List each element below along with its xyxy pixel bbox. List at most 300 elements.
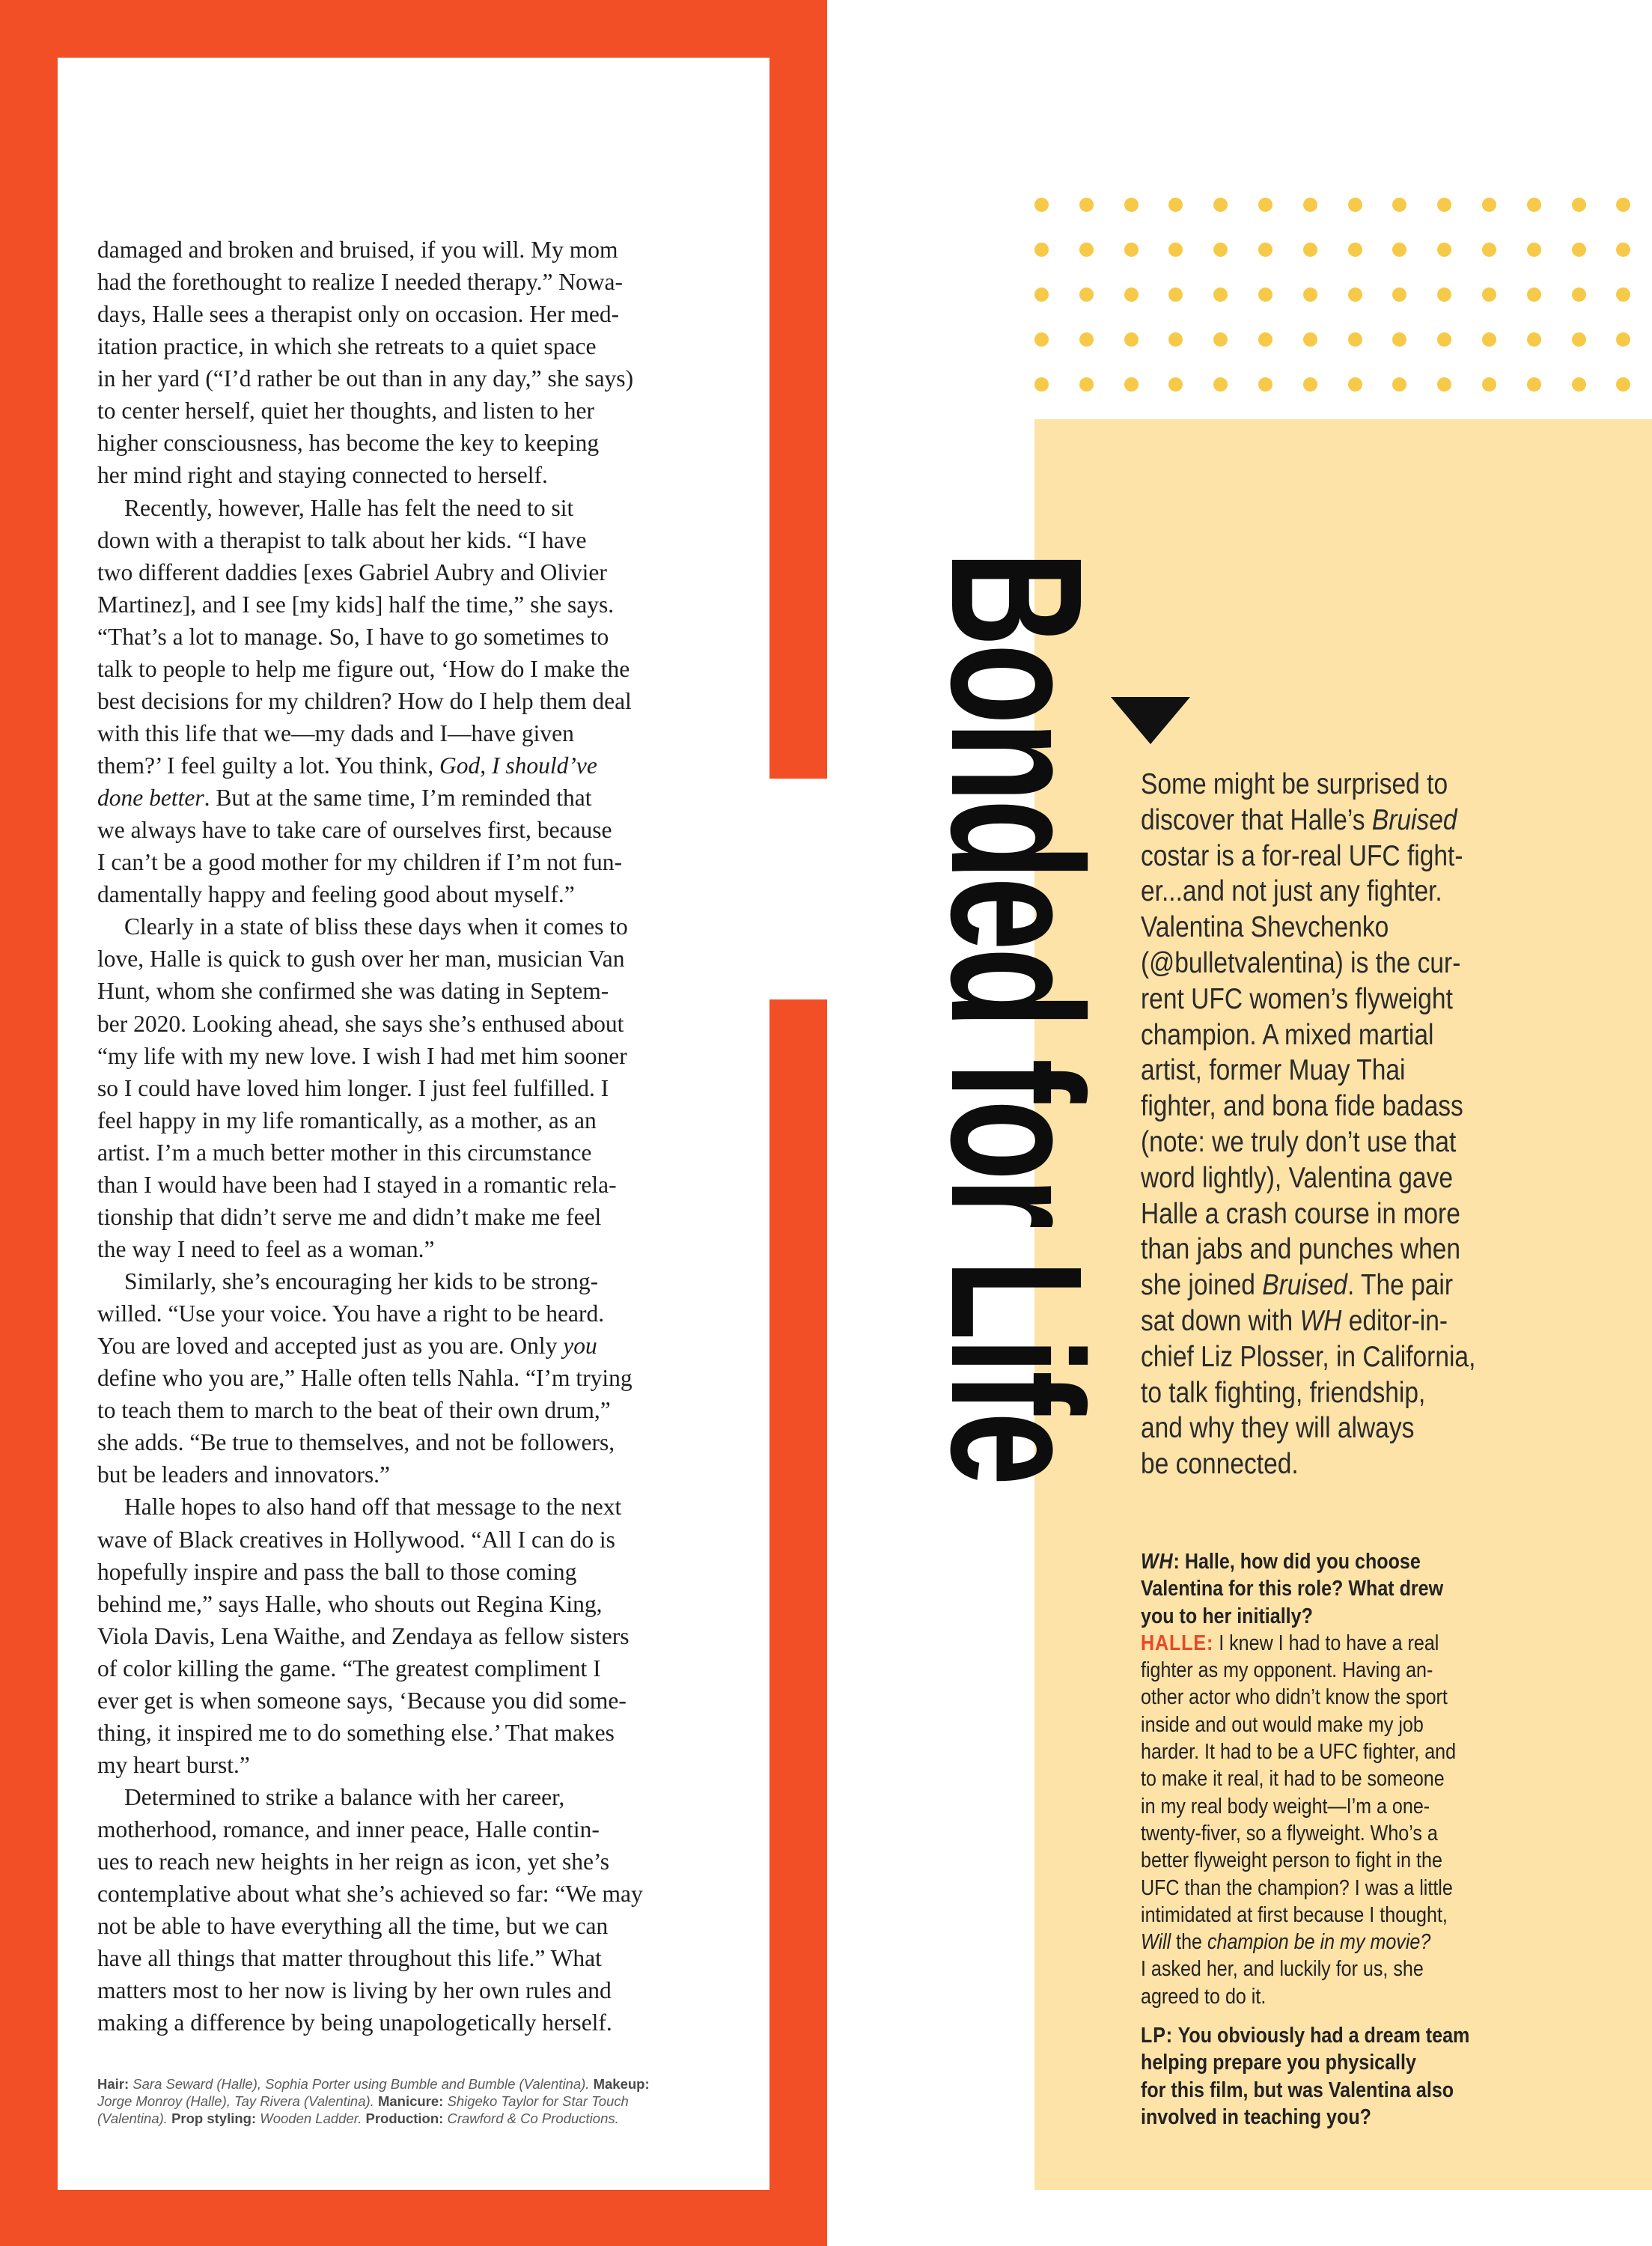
dot	[1392, 332, 1406, 347]
dot	[1303, 198, 1317, 212]
text-line	[97, 1362, 741, 1394]
text-line	[1141, 1339, 1502, 1375]
text-line	[1141, 910, 1502, 946]
dot	[1213, 377, 1228, 392]
text-run: in my real body weight—I’m a one-	[1141, 1794, 1430, 1819]
text-line	[97, 1072, 741, 1104]
text-line	[97, 234, 741, 266]
text-line	[97, 1458, 741, 1491]
text-line	[1141, 1232, 1502, 1267]
text-run: Valentina for this role? What drew	[1141, 1577, 1444, 1601]
text-run: days, Halle sees a therapist only on occasion. Her med-	[97, 301, 620, 328]
text-line	[97, 1524, 741, 1556]
dot	[1034, 332, 1049, 347]
text-run: inside and out would make my job	[1141, 1712, 1424, 1737]
text-line	[97, 621, 741, 653]
text-line	[97, 1169, 741, 1201]
text-run: be connected.	[1141, 1448, 1299, 1481]
text-line	[1141, 982, 1502, 1017]
dot	[1437, 198, 1451, 212]
text-run: sat down with	[1141, 1304, 1300, 1337]
text-run: feel happy in my life romantically, as a mother, as an	[97, 1107, 597, 1133]
text-run: Hunt, whom she confirmed she was dating in Septem-	[97, 978, 609, 1005]
text-run: to talk fighting, friendship,	[1141, 1376, 1426, 1409]
dot	[1348, 287, 1362, 302]
text-run: tionship that didn’t serve me and didn’t make me feel	[97, 1203, 602, 1230]
text-run: Bruised	[1371, 803, 1457, 836]
text-run: behind me,” says Halle, who shouts out Regina King,	[97, 1590, 603, 1617]
dot	[1392, 243, 1406, 257]
text-line	[97, 1330, 741, 1362]
text-run: WH	[1299, 1304, 1342, 1337]
text-run: fighter, and bona fide badass	[1141, 1090, 1463, 1123]
text-run: them?’ I feel guilty a lot. You think,	[97, 752, 439, 779]
sidebar-intro	[1141, 767, 1560, 1482]
dot	[1392, 287, 1406, 302]
speaker-label: WH	[1141, 1550, 1174, 1574]
dot-pattern	[1033, 196, 1647, 391]
text-run: two different daddies [exes Gabriel Aubry and Olivier	[97, 559, 607, 585]
dot	[1168, 287, 1183, 302]
text-line	[1141, 803, 1502, 839]
dot	[1213, 332, 1228, 347]
text-run: You obviously had a dream team	[1173, 2024, 1470, 2048]
dot	[1616, 377, 1630, 392]
text-line	[97, 1717, 741, 1749]
text-line	[97, 1394, 741, 1426]
text-line	[1141, 1603, 1510, 1630]
text-run: Recently, however, Halle has felt the need to sit	[124, 494, 574, 521]
text-line	[97, 1684, 741, 1717]
dot	[1079, 243, 1094, 257]
dot	[1124, 377, 1139, 392]
dot	[1616, 198, 1630, 212]
dot	[1482, 332, 1496, 347]
text-run: motherhood, romance, and inner peace, Halle contin-	[97, 1816, 600, 1843]
text-line	[97, 2075, 741, 2093]
dot	[1527, 332, 1541, 347]
text-line	[97, 1781, 741, 1813]
text-run: rent UFC women’s flyweight	[1141, 982, 1453, 1015]
text-line	[97, 2093, 741, 2110]
text-line	[97, 1104, 741, 1136]
speaker-label: LP:	[1141, 2024, 1174, 2048]
text-run: I asked her, and luckily for us, she	[1141, 1957, 1424, 1982]
text-run: fighter as my opponent. Having an-	[1141, 1658, 1433, 1683]
text-line	[1141, 1267, 1502, 1303]
text-line	[97, 1201, 741, 1233]
dot	[1572, 243, 1586, 257]
text-line	[97, 1265, 741, 1297]
text-line	[1141, 1956, 1510, 1982]
text-run: Valentina Shevchenko	[1141, 911, 1389, 944]
text-line	[97, 749, 741, 782]
text-line	[97, 1008, 741, 1040]
dot	[1258, 332, 1272, 347]
text-run: better flyweight person to fight in the	[1141, 1848, 1442, 1873]
text-run: champion be in my movie?	[1207, 1930, 1431, 1955]
text-line	[1141, 1446, 1502, 1482]
dot	[1348, 243, 1362, 257]
dot	[1034, 198, 1049, 212]
dot	[1258, 377, 1272, 392]
text-line	[1141, 1847, 1510, 1874]
text-run: You are loved and accepted just as you are. Only	[97, 1333, 564, 1360]
dot	[1572, 332, 1586, 347]
text-line	[1141, 1548, 1510, 1575]
text-line	[1141, 2104, 1510, 2131]
text-line	[1141, 1160, 1502, 1196]
text-run: down with a therapist to talk about her kids. “I have	[97, 526, 587, 553]
text-line	[1141, 1711, 1510, 1738]
text-line	[97, 1588, 741, 1620]
text-run: editor-in-	[1341, 1304, 1448, 1337]
text-run: making a difference by being unapologetically herself.	[97, 2009, 612, 2036]
text-run: to make it real, it had to be someone	[1141, 1767, 1445, 1792]
dot	[1527, 198, 1541, 212]
text-run: my heart burst.”	[97, 1751, 250, 1778]
text-line	[1141, 1303, 1502, 1339]
text-line	[97, 492, 741, 524]
text-line	[97, 1040, 741, 1072]
dot	[1527, 243, 1541, 257]
text-run: intimidated at first because I thought,	[1141, 1902, 1448, 1927]
text-line	[97, 1845, 741, 1878]
dot	[1034, 287, 1049, 302]
dot	[1168, 377, 1183, 392]
text-run: Production:	[365, 2110, 448, 2126]
text-line	[97, 910, 741, 943]
text-run: Makeup:	[593, 2076, 650, 2092]
spacer	[1141, 2010, 1560, 2022]
text-run: the way I need to feel as a woman.”	[97, 1235, 435, 1262]
text-line	[1141, 874, 1502, 910]
text-line	[97, 1233, 741, 1265]
text-run: Prop styling:	[171, 2110, 260, 2126]
text-run: to teach them to march to the beat of their own drum,”	[97, 1397, 611, 1424]
text-run: word lightly), Valentina gave	[1141, 1161, 1453, 1194]
text-run: she adds. “Be true to themselves, and not be followers,	[97, 1429, 615, 1456]
text-line	[97, 524, 741, 556]
dot	[1482, 198, 1496, 212]
text-line	[97, 1491, 741, 1523]
dot	[1616, 287, 1630, 302]
text-line	[97, 1136, 741, 1169]
text-run: Halle a crash course in more	[1141, 1197, 1460, 1230]
text-run: er...and not just any fighter.	[1141, 875, 1442, 908]
text-run: Crawford & Co Productions.	[447, 2110, 619, 2126]
text-line	[97, 2110, 741, 2127]
text-run: Halle hopes to also hand off that message to the next	[124, 1494, 622, 1521]
text-line	[1141, 1875, 1510, 1902]
text-run: done better	[97, 785, 204, 812]
dot	[1527, 377, 1541, 392]
text-line	[1141, 1575, 1510, 1602]
text-run: you	[563, 1333, 597, 1360]
text-run: than I would have been had I stayed in a romantic rela-	[97, 1171, 617, 1198]
text-line	[97, 266, 741, 298]
dot	[1213, 287, 1228, 302]
dot	[1437, 287, 1451, 302]
text-run: Determined to strike a balance with her career,	[124, 1784, 565, 1810]
text-line	[97, 1974, 741, 2006]
text-line	[97, 814, 741, 846]
text-run: talk to people to help me figure out, ‘How do I make the	[97, 655, 630, 682]
text-line	[97, 975, 741, 1007]
text-run: God, I should’ve	[439, 752, 597, 779]
dot	[1124, 287, 1139, 302]
text-run: her mind right and staying connected to herself.	[97, 462, 548, 489]
text-run: higher consciousness, has become the key to keeping	[97, 430, 600, 457]
text-line	[97, 717, 741, 749]
dot	[1124, 198, 1139, 212]
text-run: Viola Davis, Lena Waithe, and Zendaya as fellow sisters	[97, 1622, 630, 1649]
text-line	[97, 878, 741, 910]
text-line	[97, 427, 741, 459]
text-run: (Valentina).	[97, 2110, 172, 2126]
text-run: Clearly in a state of bliss these days when it comes to	[124, 913, 628, 940]
text-run: I knew I had to have a real	[1213, 1631, 1439, 1655]
dot	[1348, 377, 1362, 392]
text-run: (@bulletvalentina) is the cur-	[1141, 946, 1461, 979]
photo-credits	[97, 2075, 741, 2127]
text-line	[1141, 1684, 1510, 1711]
text-run: the	[1171, 1930, 1207, 1955]
text-line	[1141, 1089, 1502, 1124]
text-run: Manicure:	[377, 2093, 448, 2109]
text-run: ber 2020. Looking ahead, she says she’s enthused about	[97, 1010, 624, 1037]
text-run: had the forethought to realize I needed therapy.” Nowa-	[97, 269, 624, 296]
text-line	[1141, 1124, 1502, 1160]
dot	[1348, 198, 1362, 212]
text-line	[97, 298, 741, 330]
text-line	[1141, 1793, 1510, 1820]
dot	[1124, 332, 1139, 347]
text-run: ues to reach new heights in her reign as icon, yet she’s	[97, 1848, 610, 1875]
text-run: to center herself, quiet her thoughts, and listen to her	[97, 398, 594, 424]
text-line	[97, 1426, 741, 1458]
dot	[1527, 287, 1541, 302]
dot	[1303, 332, 1317, 347]
dot	[1258, 287, 1272, 302]
text-line	[97, 330, 741, 362]
text-line	[1141, 946, 1502, 982]
text-run: I can’t be a good mother for my children if I’m not fun-	[97, 849, 622, 876]
text-run: (note: we truly don’t use that	[1141, 1125, 1457, 1158]
text-run: Wooden Ladder.	[260, 2110, 366, 2126]
dot	[1437, 243, 1451, 257]
dot	[1616, 332, 1630, 347]
text-run: and why they will always	[1141, 1412, 1415, 1445]
text-line	[97, 685, 741, 717]
dot	[1034, 243, 1049, 257]
article-body	[97, 234, 741, 2039]
text-line	[1141, 2049, 1510, 2076]
text-line	[1141, 1738, 1510, 1765]
text-line	[97, 1652, 741, 1684]
dot	[1258, 198, 1272, 212]
text-run: in her yard (“I’d rather be out than in any day,” she says)	[97, 365, 634, 392]
text-line	[97, 459, 741, 491]
text-line	[97, 1749, 741, 1781]
text-line	[97, 1297, 741, 1330]
text-run: . The pair	[1347, 1269, 1454, 1302]
text-run: . But at the same time, I’m reminded that	[204, 785, 592, 812]
text-run: so I could have loved him longer. I just feel fulfilled. I	[97, 1074, 609, 1101]
text-run: best decisions for my children? How do I help them deal	[97, 687, 632, 714]
text-run: wave of Black creatives in Hollywood. “All I can do is	[97, 1526, 615, 1553]
text-run: you to her initially?	[1141, 1604, 1313, 1628]
text-run: Some might be surprised to	[1141, 768, 1448, 800]
text-line	[1141, 839, 1502, 874]
text-line	[1141, 1410, 1502, 1446]
text-line	[97, 395, 741, 427]
dot	[1482, 377, 1496, 392]
text-run: Bruised	[1262, 1269, 1347, 1302]
dot	[1482, 243, 1496, 257]
text-run: she joined	[1141, 1269, 1263, 1302]
text-run: Shigeko Taylor for Star Touch	[447, 2093, 629, 2109]
text-line	[97, 362, 741, 395]
text-run: harder. It had to be a UFC fighter, and	[1141, 1740, 1457, 1765]
dot	[1079, 198, 1094, 212]
text-line	[97, 782, 741, 814]
text-run: UFC than the champion? I was a little	[1141, 1875, 1453, 1900]
text-line	[1141, 1902, 1510, 1929]
dot	[1168, 243, 1183, 257]
dot	[1572, 287, 1586, 302]
text-line	[97, 1910, 741, 1942]
text-run: champion. A mixed martial	[1141, 1018, 1434, 1051]
text-run: “That’s a lot to manage. So, I have to go sometimes to	[97, 623, 609, 650]
text-line	[1141, 767, 1502, 803]
text-run: agreed to do it.	[1141, 1984, 1267, 2009]
text-line	[1141, 1053, 1502, 1089]
text-run: twenty-fiver, so a flyweight. Who’s a	[1141, 1821, 1438, 1845]
dot	[1034, 377, 1049, 392]
dot	[1392, 377, 1406, 392]
sidebar-title-wrap	[912, 551, 1121, 1482]
text-run: than jabs and punches when	[1141, 1233, 1461, 1266]
dot	[1303, 243, 1317, 257]
dot	[1079, 332, 1094, 347]
text-run: thing, it inspired me to do something else.’ That makes	[97, 1719, 615, 1746]
text-run: chief Liz Plosser, in California,	[1141, 1340, 1476, 1373]
text-line	[97, 1878, 741, 1910]
dot	[1348, 332, 1362, 347]
text-run: Hair:	[97, 2076, 133, 2092]
dot	[1303, 287, 1317, 302]
text-run: contemplative about what she’s achieved so far: “We may	[97, 1881, 643, 1908]
text-run: Jorge Monroy (Halle), Tay Rivera (Valentina).	[97, 2093, 378, 2109]
dot	[1616, 243, 1630, 257]
text-line	[97, 943, 741, 975]
dot	[1168, 198, 1183, 212]
text-run: Sara Seward (Halle), Sophia Porter using Bumble and Bumble (Valentina).	[132, 2076, 594, 2092]
text-run: hopefully inspire and pass the ball to those coming	[97, 1558, 577, 1585]
text-run: itation practice, in which she retreats to a quiet space	[97, 333, 597, 360]
dot	[1482, 287, 1496, 302]
text-line	[1141, 1820, 1510, 1847]
dot	[1572, 377, 1586, 392]
text-run: damaged and broken and bruised, if you will. My mom	[97, 237, 618, 263]
frame-notch	[769, 779, 827, 999]
text-run: discover that Halle’s	[1141, 803, 1372, 836]
text-run: “my life with my new love. I wish I had met him sooner	[97, 1042, 627, 1069]
text-line	[97, 1942, 741, 1974]
text-run: damentally happy and feeling good about myself.”	[97, 881, 575, 908]
text-line	[97, 1813, 741, 1845]
text-run: not be able to have everything all the time, but we can	[97, 1913, 609, 1940]
text-run: involved in teaching you?	[1141, 2105, 1371, 2129]
text-run: for this film, but was Valentina also	[1141, 2078, 1454, 2102]
dot	[1213, 198, 1228, 212]
text-run: costar is a for-real UFC fight-	[1141, 839, 1463, 872]
text-line	[1141, 1630, 1510, 1657]
text-line	[1141, 1375, 1502, 1411]
dot	[1079, 377, 1094, 392]
text-line	[97, 2006, 741, 2039]
text-line	[97, 588, 741, 621]
dot	[1572, 198, 1586, 212]
dot	[1168, 332, 1183, 347]
text-run: ever get is when someone says, ‘Because you did some-	[97, 1687, 627, 1714]
text-line	[1141, 1929, 1510, 1956]
dot	[1437, 377, 1451, 392]
text-line	[97, 556, 741, 588]
text-line	[97, 653, 741, 685]
text-run: Martinez], and I see [my kids] half the time,” she says.	[97, 591, 615, 618]
text-run: : Halle, how did you choose	[1173, 1550, 1421, 1574]
text-run: matters most to her now is living by her own rules and	[97, 1977, 612, 2004]
text-run: artist. I’m a much better mother in this circumstance	[97, 1139, 592, 1166]
text-line	[1141, 2077, 1510, 2104]
text-line	[1141, 1196, 1502, 1232]
text-line	[97, 1620, 741, 1652]
dot	[1213, 243, 1228, 257]
text-line	[1141, 1765, 1510, 1792]
text-line	[1141, 1657, 1510, 1684]
text-run: Similarly, she’s encouraging her kids to be strong-	[124, 1268, 599, 1294]
text-run: helping prepare you physically	[1141, 2051, 1416, 2075]
triangle-pointer-icon	[1111, 697, 1190, 744]
text-run: other actor who didn’t know the sport	[1141, 1685, 1448, 1710]
text-run: have all things that matter throughout this life.” What	[97, 1945, 602, 1972]
text-run: define who you are,” Halle often tells Nahla. “I’m trying	[97, 1365, 633, 1392]
dot	[1258, 243, 1272, 257]
text-run: Will	[1141, 1930, 1171, 1955]
text-run: of color killing the game. “The greatest compliment I	[97, 1655, 601, 1682]
text-line	[1141, 1983, 1510, 2010]
text-line	[1141, 2022, 1510, 2049]
dot	[1124, 243, 1139, 257]
dot	[1303, 377, 1317, 392]
text-run: but be leaders and innovators.”	[97, 1461, 390, 1488]
sidebar-interview	[1141, 1548, 1560, 2131]
speaker-label: HALLE:	[1141, 1631, 1214, 1655]
text-run: artist, former Muay Thai	[1141, 1054, 1406, 1087]
sidebar-title: Bonded for Life	[912, 551, 1121, 1482]
text-line	[97, 1556, 741, 1588]
dot	[1392, 198, 1406, 212]
dot	[1437, 332, 1451, 347]
dot	[1079, 287, 1094, 302]
text-run: with this life that we—my dads and I—have given	[97, 719, 574, 746]
text-run: love, Halle is quick to gush over her man, musician Van	[97, 946, 625, 973]
text-run: willed. “Use your voice. You have a right to be heard.	[97, 1300, 605, 1327]
text-run: we always have to take care of ourselves first, because	[97, 817, 612, 844]
text-line	[97, 846, 741, 878]
